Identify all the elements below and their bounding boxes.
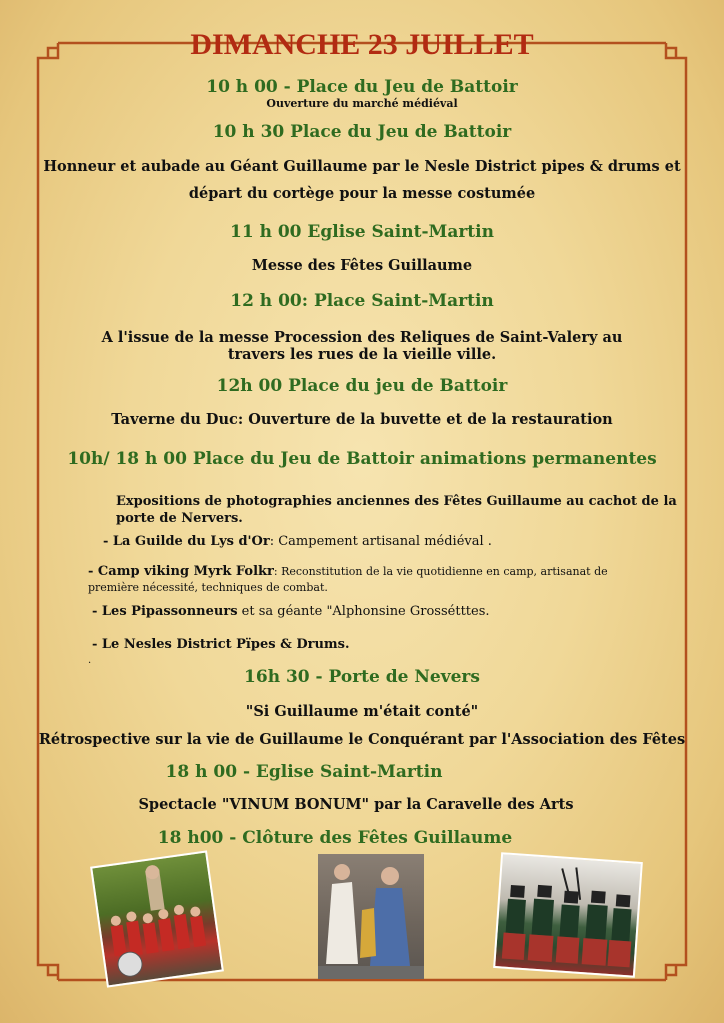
stray-dot: . (88, 655, 92, 666)
event-description: Messe des Fêtes Guillaume (251, 257, 473, 274)
animation-item-name: - La Guilde du Lys d'Or (103, 534, 270, 549)
group-in-red-costumes-photo (90, 850, 224, 987)
animation-item (92, 604, 490, 619)
event-description: Honneur et aubade au Géant Guillaume par le Nesle District pipes & drums et (43, 158, 681, 175)
animation-item-name: - Camp viking Myrk Folkr (88, 564, 274, 579)
event-heading: 10h/ 18 h 00 Place du Jeu de Battoir animations permanentes (67, 449, 657, 469)
animation-item: - Le Nesles District Pïpes & Drums. (92, 637, 350, 652)
animation-item-detail: : Reconstitution de la vie quotidienne en camp, artisanat de (273, 565, 608, 578)
event-heading: 16h 30 - Porte de Nevers (244, 667, 480, 687)
photo-figures (92, 853, 221, 986)
event-heading: 18 h00 - Clôture des Fêtes Guillaume (157, 828, 513, 848)
photo-figures (318, 854, 424, 979)
photo-figures (495, 854, 640, 975)
event-heading: 18 h 00 - Eglise Saint-Martin (165, 762, 443, 782)
event-description: Rétrospective sur la vie de Guillaume le Conquérant par l'Association des Fêtes (38, 731, 686, 748)
animation-item: porte de Nervers. (116, 511, 243, 526)
priest-and-guillaume-photo (318, 854, 424, 979)
event-heading: 11 h 00 Eglise Saint-Martin (230, 222, 494, 242)
event-description: départ du cortège pour la messe costumée (188, 185, 536, 202)
event-heading: 10 h 00 - Place du Jeu de Battoir (206, 77, 518, 97)
event-description: "Si Guillaume m'était conté" (245, 703, 479, 720)
animation-item (103, 534, 492, 549)
page-title: DIMANCHE 23 JUILLET (190, 28, 534, 61)
animation-item-detail: première nécessité, techniques de combat. (88, 581, 328, 594)
animation-item: Expositions de photographies anciennes des Fêtes Guillaume au cachot de la (116, 494, 677, 509)
animation-item-name: - Les Pipassonneurs (92, 604, 238, 619)
animation-item-detail: et sa géante "Alphonsine Grossétttes. (237, 604, 490, 619)
event-description: A l'issue de la messe Procession des Reliques de Saint-Valery au (101, 329, 623, 346)
animation-item (88, 564, 608, 579)
event-description: travers les rues de la vieille ville. (227, 346, 497, 363)
animation-item-detail: : Campement artisanal médiéval . (269, 534, 492, 549)
event-heading: 12 h 00: Place Saint-Martin (230, 291, 494, 311)
event-description: Ouverture du marché médiéval (266, 97, 458, 110)
pipe-band-photo (493, 852, 643, 978)
event-description: Taverne du Duc: Ouverture de la buvette et de la restauration (111, 411, 613, 428)
event-description: Spectacle "VINUM BONUM" par la Caravelle des Arts (138, 796, 574, 813)
event-heading: 10 h 30 Place du Jeu de Battoir (212, 122, 512, 142)
event-heading: 12h 00 Place du jeu de Battoir (216, 376, 508, 396)
